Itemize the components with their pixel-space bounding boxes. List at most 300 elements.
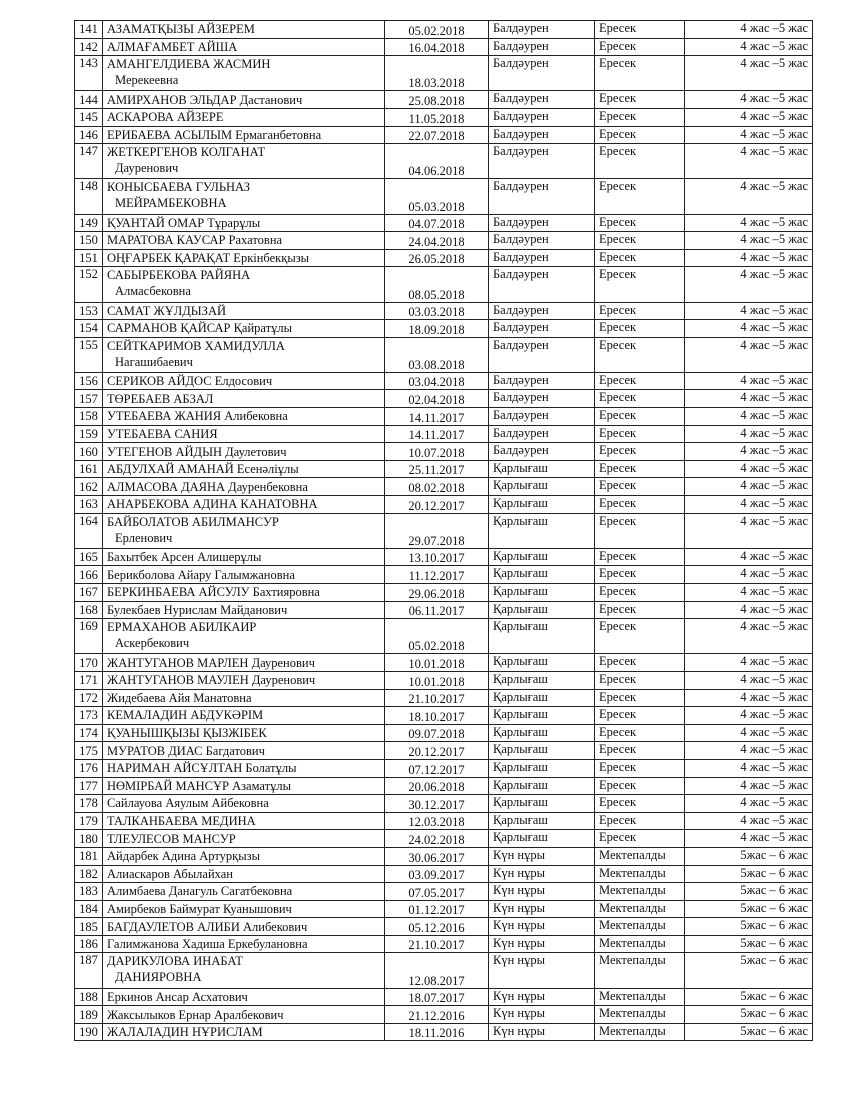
child-name xyxy=(103,548,385,566)
group-category: Ересек xyxy=(595,302,685,320)
group-category: Ересек xyxy=(595,337,685,372)
group-category: Мектепалды xyxy=(595,883,685,901)
child-name-line-1: САРМАНОВ ҚАЙСАР Қайратұлы xyxy=(107,321,292,336)
child-name xyxy=(103,21,385,39)
group-name: Балдәурен xyxy=(489,443,595,461)
age-range: 4 жас –5 жас xyxy=(685,777,813,795)
table-row xyxy=(75,513,813,548)
birth-date: 03.09.2017 xyxy=(385,865,489,883)
group-category: Мектепалды xyxy=(595,847,685,865)
child-name-line-2: Ерленович xyxy=(115,530,173,545)
group-name: Қарлығаш xyxy=(489,742,595,760)
child-name-line-1: Алимбаева Данагуль Сагатбековна xyxy=(107,884,293,899)
child-name xyxy=(103,654,385,672)
age-range: 4 жас –5 жас xyxy=(685,408,813,426)
child-name-line-1: ТЛЕУЛЕСОВ МАНСУР xyxy=(107,831,236,846)
child-name xyxy=(103,795,385,813)
age-range: 5жас – 6 жас xyxy=(685,865,813,883)
group-name: Балдәурен xyxy=(489,108,595,126)
child-name xyxy=(103,126,385,144)
child-name xyxy=(103,249,385,267)
child-name xyxy=(103,425,385,443)
birth-date: 25.11.2017 xyxy=(385,460,489,478)
table-row xyxy=(75,601,813,619)
birth-date: 04.06.2018 xyxy=(385,144,489,179)
group-category: Ересек xyxy=(595,460,685,478)
table-row xyxy=(75,21,813,39)
child-name-line-2: Мерекеевна xyxy=(115,73,179,88)
age-range: 4 жас –5 жас xyxy=(685,425,813,443)
group-category: Ересек xyxy=(595,108,685,126)
age-range: 4 жас –5 жас xyxy=(685,830,813,848)
birth-date: 21.12.2016 xyxy=(385,1006,489,1024)
birth-date: 14.11.2017 xyxy=(385,425,489,443)
age-range: 4 жас –5 жас xyxy=(685,742,813,760)
child-name xyxy=(103,232,385,250)
child-name-line-1: Айдарбек Адина Артурқызы xyxy=(107,849,260,864)
group-name: Балдәурен xyxy=(489,425,595,443)
child-name-line-1: УТЕБАЕВА САНИЯ xyxy=(107,426,218,441)
group-name: Қарлығаш xyxy=(489,759,595,777)
table-row xyxy=(75,443,813,461)
group-name: Балдәурен xyxy=(489,232,595,250)
table-row xyxy=(75,548,813,566)
group-category: Ересек xyxy=(595,812,685,830)
age-range: 4 жас –5 жас xyxy=(685,460,813,478)
row-number: 162 xyxy=(75,478,103,496)
group-category: Ересек xyxy=(595,724,685,742)
child-name xyxy=(103,742,385,760)
table-row xyxy=(75,496,813,514)
group-category: Ересек xyxy=(595,390,685,408)
table-row xyxy=(75,689,813,707)
row-number: 169 xyxy=(75,619,103,654)
child-name-line-1: САМАТ ЖҰЛДЫЗАЙ xyxy=(107,303,226,318)
child-name-line-1: ЖЕТКЕРГЕНОВ КОЛГАНАТ xyxy=(107,145,266,160)
group-category: Ересек xyxy=(595,91,685,109)
child-name-line-1: ТӨРЕБАЕВ АБЗАЛ xyxy=(107,391,214,406)
birth-date: 10.07.2018 xyxy=(385,443,489,461)
row-number: 176 xyxy=(75,759,103,777)
birth-date: 05.12.2016 xyxy=(385,918,489,936)
group-name: Балдәурен xyxy=(489,267,595,302)
group-name: Қарлығаш xyxy=(489,584,595,602)
group-name: Балдәурен xyxy=(489,179,595,214)
row-number: 171 xyxy=(75,671,103,689)
age-range: 5жас – 6 жас xyxy=(685,953,813,988)
age-range: 5жас – 6 жас xyxy=(685,918,813,936)
child-name-line-1: Булекбаев Нурислам Майданович xyxy=(107,602,288,617)
child-name xyxy=(103,988,385,1006)
age-range: 4 жас –5 жас xyxy=(685,302,813,320)
group-name: Қарлығаш xyxy=(489,777,595,795)
age-range: 5жас – 6 жас xyxy=(685,900,813,918)
age-range: 4 жас –5 жас xyxy=(685,601,813,619)
child-name-line-1: КОНЫСБАЕВА ГУЛЬНАЗ xyxy=(107,180,251,195)
birth-date: 21.10.2017 xyxy=(385,935,489,953)
table-row xyxy=(75,214,813,232)
birth-date: 14.11.2017 xyxy=(385,408,489,426)
birth-date: 11.05.2018 xyxy=(385,108,489,126)
child-name-line-1: САБЫРБЕКОВА РАЙЯНА xyxy=(107,268,251,283)
birth-date: 02.04.2018 xyxy=(385,390,489,408)
birth-date: 06.11.2017 xyxy=(385,601,489,619)
row-number: 155 xyxy=(75,337,103,372)
group-name: Балдәурен xyxy=(489,91,595,109)
child-name-line-1: Галимжанова Хадиша Еркебулановна xyxy=(107,937,308,952)
row-number: 159 xyxy=(75,425,103,443)
table-row xyxy=(75,865,813,883)
age-range: 4 жас –5 жас xyxy=(685,443,813,461)
group-name: Қарлығаш xyxy=(489,671,595,689)
table-row xyxy=(75,584,813,602)
row-number: 164 xyxy=(75,513,103,548)
group-name: Балдәурен xyxy=(489,126,595,144)
child-name xyxy=(103,707,385,725)
row-number: 149 xyxy=(75,214,103,232)
group-category: Мектепалды xyxy=(595,953,685,988)
group-category: Ересек xyxy=(595,214,685,232)
child-name-line-1: КЕМАЛАДИН АБДУКӘРІМ xyxy=(107,708,264,723)
child-name-line-1: ТАЛКАНБАЕВА МЕДИНА xyxy=(107,814,256,829)
group-name: Балдәурен xyxy=(489,390,595,408)
group-category: Ересек xyxy=(595,707,685,725)
age-range: 4 жас –5 жас xyxy=(685,337,813,372)
child-name xyxy=(103,408,385,426)
age-range: 4 жас –5 жас xyxy=(685,759,813,777)
row-number: 142 xyxy=(75,38,103,56)
group-name: Күн нұры xyxy=(489,988,595,1006)
group-name: Балдәурен xyxy=(489,302,595,320)
group-category: Ересек xyxy=(595,671,685,689)
table-row xyxy=(75,425,813,443)
group-name: Балдәурен xyxy=(489,56,595,91)
row-number: 154 xyxy=(75,320,103,338)
age-range: 4 жас –5 жас xyxy=(685,478,813,496)
table-row xyxy=(75,654,813,672)
group-name: Балдәурен xyxy=(489,214,595,232)
group-category: Ересек xyxy=(595,144,685,179)
table-row xyxy=(75,883,813,901)
child-name xyxy=(103,865,385,883)
row-number: 156 xyxy=(75,372,103,390)
child-name xyxy=(103,900,385,918)
age-range: 4 жас –5 жас xyxy=(685,812,813,830)
child-name-line-1: СЕЙТКАРИМОВ ХАМИДУЛЛА xyxy=(107,338,285,353)
birth-date: 10.01.2018 xyxy=(385,654,489,672)
group-name: Балдәурен xyxy=(489,38,595,56)
group-category: Ересек xyxy=(595,425,685,443)
child-name xyxy=(103,812,385,830)
document-page xyxy=(74,20,812,1041)
table-row xyxy=(75,918,813,936)
row-number: 166 xyxy=(75,566,103,584)
age-range: 4 жас –5 жас xyxy=(685,249,813,267)
age-range: 4 жас –5 жас xyxy=(685,566,813,584)
age-range: 4 жас –5 жас xyxy=(685,38,813,56)
row-number: 181 xyxy=(75,847,103,865)
group-category: Ересек xyxy=(595,38,685,56)
child-name-line-1: АЛМАСОВА ДАЯНА Дауренбековна xyxy=(107,479,308,494)
row-number: 189 xyxy=(75,1006,103,1024)
child-name xyxy=(103,214,385,232)
table-row xyxy=(75,337,813,372)
age-range: 5жас – 6 жас xyxy=(685,988,813,1006)
row-number: 168 xyxy=(75,601,103,619)
child-name-line-1: БАЙБОЛАТОВ АБИЛМАНСУР xyxy=(107,514,279,529)
child-name-line-1: АМИРХАНОВ ЭЛЬДАР Дастанович xyxy=(107,92,303,107)
row-number: 185 xyxy=(75,918,103,936)
group-name: Қарлығаш xyxy=(489,513,595,548)
row-number: 146 xyxy=(75,126,103,144)
group-name: Балдәурен xyxy=(489,337,595,372)
age-range: 5жас – 6 жас xyxy=(685,1023,813,1041)
child-name xyxy=(103,777,385,795)
birth-date: 03.04.2018 xyxy=(385,372,489,390)
row-number: 144 xyxy=(75,91,103,109)
age-range: 4 жас –5 жас xyxy=(685,707,813,725)
child-name-line-1: БАГДАУЛЕТОВ АЛИБИ Алибекович xyxy=(107,919,308,934)
group-name: Қарлығаш xyxy=(489,689,595,707)
child-name-line-1: НАРИМАН АЙСҰЛТАН Болатұлы xyxy=(107,761,297,776)
row-number: 186 xyxy=(75,935,103,953)
age-range: 4 жас –5 жас xyxy=(685,513,813,548)
child-name xyxy=(103,337,385,372)
birth-date: 12.03.2018 xyxy=(385,812,489,830)
age-range: 4 жас –5 жас xyxy=(685,724,813,742)
birth-date: 12.08.2017 xyxy=(385,953,489,988)
row-number: 173 xyxy=(75,707,103,725)
birth-date: 18.03.2018 xyxy=(385,56,489,91)
birth-date: 24.02.2018 xyxy=(385,830,489,848)
group-category: Ересек xyxy=(595,179,685,214)
row-number: 170 xyxy=(75,654,103,672)
row-number: 172 xyxy=(75,689,103,707)
group-name: Күн нұры xyxy=(489,847,595,865)
group-name: Күн нұры xyxy=(489,1023,595,1041)
table-row xyxy=(75,460,813,478)
row-number: 174 xyxy=(75,724,103,742)
age-range: 4 жас –5 жас xyxy=(685,619,813,654)
row-number: 161 xyxy=(75,460,103,478)
child-name xyxy=(103,390,385,408)
row-number: 157 xyxy=(75,390,103,408)
child-name xyxy=(103,883,385,901)
group-category: Мектепалды xyxy=(595,865,685,883)
child-name-line-1: ЖАНТУГАНОВ МАУЛЕН Дауренович xyxy=(107,673,316,688)
age-range: 4 жас –5 жас xyxy=(685,144,813,179)
group-name: Қарлығаш xyxy=(489,478,595,496)
birth-date: 03.03.2018 xyxy=(385,302,489,320)
row-number: 179 xyxy=(75,812,103,830)
group-category: Ересек xyxy=(595,654,685,672)
age-range: 5жас – 6 жас xyxy=(685,935,813,953)
group-category: Ересек xyxy=(595,830,685,848)
birth-date: 01.12.2017 xyxy=(385,900,489,918)
child-name xyxy=(103,108,385,126)
table-row xyxy=(75,372,813,390)
row-number: 152 xyxy=(75,267,103,302)
group-name: Күн нұры xyxy=(489,1006,595,1024)
birth-date: 05.02.2018 xyxy=(385,21,489,39)
child-name xyxy=(103,759,385,777)
row-number: 190 xyxy=(75,1023,103,1041)
group-category: Мектепалды xyxy=(595,918,685,936)
table-row xyxy=(75,707,813,725)
table-row xyxy=(75,1006,813,1024)
table-row xyxy=(75,988,813,1006)
table-row xyxy=(75,830,813,848)
table-row xyxy=(75,777,813,795)
group-name: Күн нұры xyxy=(489,900,595,918)
birth-date: 29.06.2018 xyxy=(385,584,489,602)
child-name-line-1: АНАРБЕКОВА АДИНА КАНАТОВНА xyxy=(107,497,318,512)
group-name: Қарлығаш xyxy=(489,601,595,619)
group-name: Қарлығаш xyxy=(489,496,595,514)
group-category: Ересек xyxy=(595,478,685,496)
child-name-line-1: ЖАЛАЛАДИН НҰРИСЛАМ xyxy=(107,1025,263,1040)
child-name-line-2: МЕЙРАМБЕКОВНА xyxy=(115,196,227,211)
child-name-line-1: НӨМІРБАЙ МАНСҰР Азаматұлы xyxy=(107,778,291,793)
age-range: 4 жас –5 жас xyxy=(685,496,813,514)
age-range: 4 жас –5 жас xyxy=(685,372,813,390)
child-name-line-1: ЕРИБАЕВА АСЫЛЫМ Ермаганбетовна xyxy=(107,127,322,142)
child-name-line-2: Нагашибаевич xyxy=(115,354,193,369)
group-name: Қарлығаш xyxy=(489,654,595,672)
table-row xyxy=(75,179,813,214)
group-category: Ересек xyxy=(595,56,685,91)
group-name: Қарлығаш xyxy=(489,724,595,742)
child-name-line-1: АЗАМАТҚЫЗЫ АЙЗЕРЕМ xyxy=(107,22,255,37)
table-row xyxy=(75,408,813,426)
age-range: 4 жас –5 жас xyxy=(685,126,813,144)
group-name: Балдәурен xyxy=(489,372,595,390)
group-name: Күн нұры xyxy=(489,953,595,988)
row-number: 151 xyxy=(75,249,103,267)
row-number: 167 xyxy=(75,584,103,602)
age-range: 4 жас –5 жас xyxy=(685,108,813,126)
birth-date: 18.11.2016 xyxy=(385,1023,489,1041)
row-number: 165 xyxy=(75,548,103,566)
age-range: 4 жас –5 жас xyxy=(685,21,813,39)
birth-date: 25.08.2018 xyxy=(385,91,489,109)
table-row xyxy=(75,478,813,496)
row-number: 187 xyxy=(75,953,103,988)
child-name-line-1: СЕРИКОВ АЙДОС Елдосович xyxy=(107,374,273,389)
child-name xyxy=(103,460,385,478)
group-category: Ересек xyxy=(595,548,685,566)
age-range: 4 жас –5 жас xyxy=(685,267,813,302)
child-name xyxy=(103,918,385,936)
birth-date: 05.02.2018 xyxy=(385,619,489,654)
child-name xyxy=(103,566,385,584)
group-category: Ересек xyxy=(595,601,685,619)
row-number: 178 xyxy=(75,795,103,813)
group-name: Қарлығаш xyxy=(489,795,595,813)
child-name xyxy=(103,1023,385,1041)
group-category: Ересек xyxy=(595,689,685,707)
birth-date: 30.12.2017 xyxy=(385,795,489,813)
table-row xyxy=(75,38,813,56)
group-name: Балдәурен xyxy=(489,144,595,179)
row-number: 183 xyxy=(75,883,103,901)
group-category: Ересек xyxy=(595,443,685,461)
birth-date: 18.07.2017 xyxy=(385,988,489,1006)
group-category: Ересек xyxy=(595,795,685,813)
child-name xyxy=(103,935,385,953)
age-range: 4 жас –5 жас xyxy=(685,795,813,813)
group-category: Мектепалды xyxy=(595,900,685,918)
table-row xyxy=(75,144,813,179)
child-name-line-1: Берикболова Айару Галымжановна xyxy=(107,567,295,582)
age-range: 4 жас –5 жас xyxy=(685,548,813,566)
birth-date: 05.03.2018 xyxy=(385,179,489,214)
group-category: Ересек xyxy=(595,372,685,390)
table-row xyxy=(75,302,813,320)
child-name-line-1: МАРАТОВА КАУСАР Рахатовна xyxy=(107,233,283,248)
group-name: Қарлығаш xyxy=(489,548,595,566)
child-name xyxy=(103,689,385,707)
child-name xyxy=(103,56,385,91)
age-range: 4 жас –5 жас xyxy=(685,91,813,109)
child-name-line-1: Еркинов Ансар Асхатович xyxy=(107,989,248,1004)
table-body xyxy=(75,21,813,1041)
group-category: Ересек xyxy=(595,320,685,338)
group-name: Қарлығаш xyxy=(489,619,595,654)
child-name-line-1: АБДУЛХАЙ АМАНАЙ Есенәліұлы xyxy=(107,462,299,477)
table-row xyxy=(75,249,813,267)
child-name xyxy=(103,830,385,848)
table-row xyxy=(75,619,813,654)
row-number: 141 xyxy=(75,21,103,39)
birth-date: 24.04.2018 xyxy=(385,232,489,250)
group-name: Күн нұры xyxy=(489,883,595,901)
child-name xyxy=(103,179,385,214)
child-name-line-1: Сайлауова Аяулым Айбековна xyxy=(107,796,269,811)
group-name: Күн нұры xyxy=(489,865,595,883)
table-row xyxy=(75,900,813,918)
birth-date: 10.01.2018 xyxy=(385,671,489,689)
birth-date: 07.12.2017 xyxy=(385,759,489,777)
birth-date: 18.10.2017 xyxy=(385,707,489,725)
group-category: Ересек xyxy=(595,742,685,760)
children-list-table xyxy=(74,20,813,1041)
table-row xyxy=(75,847,813,865)
group-category: Мектепалды xyxy=(595,1006,685,1024)
row-number: 158 xyxy=(75,408,103,426)
birth-date: 20.06.2018 xyxy=(385,777,489,795)
child-name-line-1: ҚУАНТАЙ ОМАР Тұрарұлы xyxy=(107,215,261,230)
group-category: Ересек xyxy=(595,584,685,602)
row-number: 177 xyxy=(75,777,103,795)
child-name-line-1: Амирбеков Баймурат Куанышович xyxy=(107,901,292,916)
child-name xyxy=(103,601,385,619)
table-row xyxy=(75,232,813,250)
age-range: 4 жас –5 жас xyxy=(685,584,813,602)
child-name-line-1: УТЕБАЕВА ЖАНИЯ Алибековна xyxy=(107,409,288,424)
group-name: Қарлығаш xyxy=(489,812,595,830)
age-range: 4 жас –5 жас xyxy=(685,654,813,672)
birth-date: 20.12.2017 xyxy=(385,496,489,514)
child-name xyxy=(103,496,385,514)
row-number: 188 xyxy=(75,988,103,1006)
birth-date: 16.04.2018 xyxy=(385,38,489,56)
table-row xyxy=(75,795,813,813)
row-number: 143 xyxy=(75,56,103,91)
table-row xyxy=(75,812,813,830)
birth-date: 18.09.2018 xyxy=(385,320,489,338)
row-number: 145 xyxy=(75,108,103,126)
